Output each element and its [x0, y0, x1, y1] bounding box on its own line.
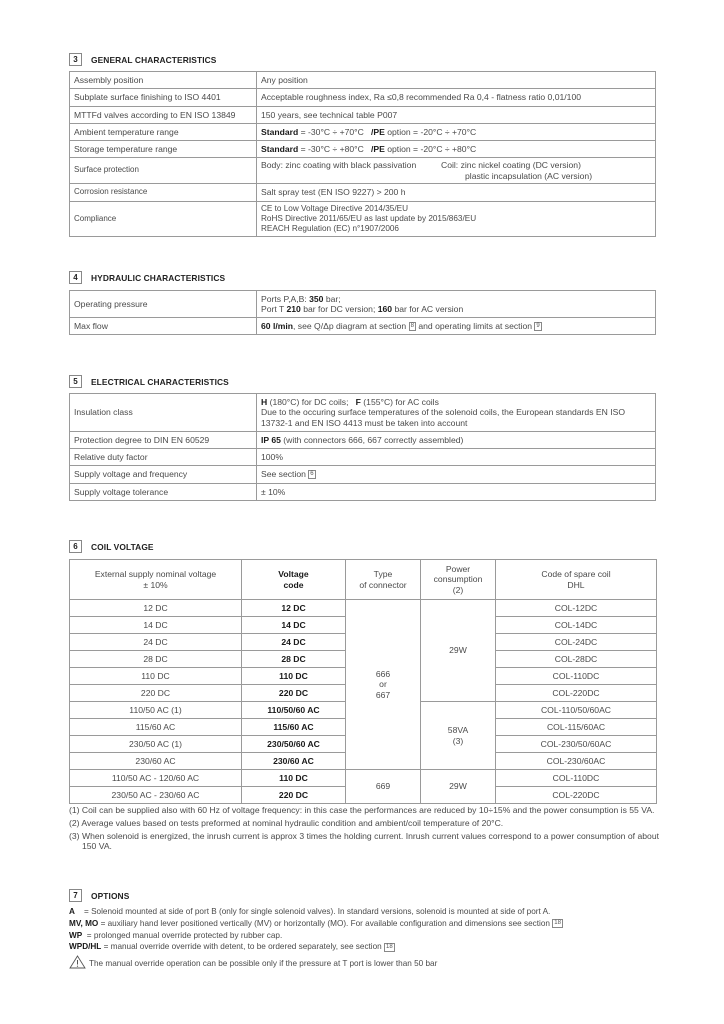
value-text: Port T	[261, 304, 287, 314]
row-value	[257, 291, 656, 318]
header-text: consumption	[433, 574, 483, 585]
table-row	[70, 484, 656, 501]
cell-connector-669: 669	[346, 770, 421, 804]
table-row	[70, 291, 656, 318]
table-row	[70, 394, 656, 432]
row-label: Subplate surface finishing to ISO 4401	[70, 89, 257, 107]
row-value: 100%	[257, 449, 656, 466]
value-text: bar for AC version	[392, 304, 464, 314]
header-text: Power	[445, 563, 471, 574]
general-characteristics-table	[69, 71, 656, 237]
column-header-external-voltage	[70, 560, 242, 600]
options-list	[69, 906, 669, 973]
bold-term: Standard	[261, 126, 299, 137]
row-value: Salt spray test (EN ISO 9227) > 200 h	[257, 184, 656, 202]
row-value: Any position	[257, 72, 656, 89]
value-text: CE to Low Voltage Directive 2014/35/EU	[261, 204, 409, 213]
table-row	[70, 89, 656, 107]
cell-voltage-code: 230/50/60 AC	[242, 736, 346, 753]
table-row	[70, 158, 656, 184]
coil-voltage-table	[69, 559, 657, 804]
cell-voltage-code: 28 DC	[242, 651, 346, 668]
row-value	[257, 202, 656, 237]
section-title: GENERAL CHARACTERISTICS	[91, 54, 217, 65]
row-label: Storage temperature range	[70, 141, 257, 158]
value-text: Ports P,A,B:	[261, 293, 310, 304]
section-heading-hydraulic	[69, 271, 225, 284]
option-key: A	[69, 907, 75, 916]
section-ref-link[interactable]: 6	[310, 471, 314, 478]
section-title: ELECTRICAL CHARACTERISTICS	[91, 376, 229, 387]
cell-power-669: 29W	[421, 770, 496, 804]
value-text: Body: zinc coating with black passivation	[261, 160, 417, 170]
value-text: option = -20°C ÷ +70°C	[384, 126, 477, 137]
bold-term: 210	[286, 304, 301, 314]
bold-term: 60 l/min	[261, 320, 293, 331]
coil-voltage-notes	[69, 805, 659, 854]
bold-term: 160	[377, 304, 393, 314]
row-label: Operating pressure	[70, 291, 257, 318]
value-text: and operating limits at section	[415, 320, 535, 331]
cell-external-voltage: 12 DC	[70, 600, 242, 617]
table-row	[70, 449, 656, 466]
header-text: ± 10%	[143, 579, 168, 590]
header-text: Code of spare coil	[541, 569, 611, 579]
warning-text: The manual override operation can be possible only if the pressure at T port is lower than 50 bar	[89, 959, 438, 969]
cell-text: 58VA	[447, 725, 469, 735]
cell-text: 667	[375, 689, 391, 700]
cell-voltage-code: 14 DC	[242, 617, 346, 634]
row-label: Compliance	[70, 202, 257, 237]
value-text: (180°C) for DC coils;	[267, 396, 349, 407]
table-row	[70, 318, 656, 335]
bold-term: /PE	[371, 126, 385, 137]
row-value: Acceptable roughness index, Ra ≤0,8 recommended Ra 0,4 - flatness ratio 0,01/100	[257, 89, 656, 107]
row-value	[257, 466, 656, 484]
cell-external-voltage: 230/50 AC (1)	[70, 736, 242, 753]
column-header-spare-coil	[496, 560, 657, 600]
bold-term: IP 65	[261, 434, 281, 445]
value-text: Coil: zinc nickel coating (DC version)	[441, 160, 581, 170]
hydraulic-characteristics-table	[69, 290, 656, 335]
cell-external-voltage: 220 DC	[70, 685, 242, 702]
row-label: Surface protection	[70, 158, 257, 184]
row-label: Assembly position	[70, 72, 257, 89]
row-value	[257, 124, 656, 141]
header-text: code	[283, 579, 304, 590]
footnote: (1) Coil can be supplied also with 60 Hz of voltage frequency: in this case the performances are reduced by 10÷15% and the power consumption is 55 VA.	[69, 805, 655, 815]
table-row	[70, 141, 656, 158]
bold-term: F	[355, 396, 361, 407]
value-text: = -30°C ÷ +70°C	[298, 126, 364, 137]
option-key: MV, MO	[69, 918, 99, 928]
option-item	[69, 941, 669, 953]
column-header-power	[421, 560, 496, 600]
value-text: RoHS Directive 2011/65/EU as last update by 2015/863/EU	[261, 214, 477, 223]
cell-voltage-code: 220 DC	[242, 787, 346, 804]
option-item	[69, 918, 669, 930]
table-row	[70, 184, 656, 202]
row-label: Supply voltage tolerance	[70, 484, 257, 501]
section-number: 4	[69, 271, 82, 284]
option-text: = manual override override with detent, to be ordered separately, see section	[103, 942, 385, 952]
row-label: Protection degree to DIN EN 60529	[70, 432, 257, 449]
header-text: Voltage	[278, 569, 309, 579]
value-text: option = -20°C ÷ +80°C	[384, 143, 477, 154]
bold-term: /PE	[371, 143, 385, 154]
cell-text: 666	[375, 668, 391, 679]
value-text: Due to the occuring surface temperatures of the solenoid coils, the European standards EN ISO 13732-1 and EN ISO 4413 must be taken into account	[261, 407, 626, 428]
row-value	[257, 141, 656, 158]
value-text: = -30°C ÷ +80°C	[298, 143, 364, 154]
cell-spare-coil: COL-110DC	[496, 668, 657, 685]
section-number: 3	[69, 53, 82, 66]
cell-external-voltage: 24 DC	[70, 634, 242, 651]
table-row	[70, 466, 656, 484]
option-text: = auxiliary hand lever positioned vertically (MV) or horizontally (MO). For available configuration and dimensions see section	[100, 918, 553, 928]
value-text: bar for DC version;	[300, 304, 378, 314]
cell-external-voltage: 115/60 AC	[70, 719, 242, 736]
cell-voltage-code: 12 DC	[242, 600, 346, 617]
bold-term: Standard	[261, 143, 299, 154]
section-heading-electrical	[69, 375, 229, 388]
section-heading-coil-voltage	[69, 540, 154, 553]
row-label: Corrosion resistance	[70, 184, 257, 202]
row-label: Supply voltage and frequency	[70, 466, 257, 484]
table-row	[70, 124, 656, 141]
footnote: (3) When solenoid is energized, the inrush current is approx 3 times the holding current. Inrush current values correspond to a power consumption of about 150 VA.	[69, 830, 659, 852]
value-text: (155°C) for AC coils	[360, 396, 439, 407]
cell-power-dc: 29W	[421, 600, 496, 702]
column-header-connector	[346, 560, 421, 600]
header-text: (2)	[452, 584, 464, 595]
cell-external-voltage: 110/50 AC (1)	[70, 702, 242, 719]
cell-spare-coil: COL-14DC	[496, 617, 657, 634]
option-text: = prolonged manual override protected by rubber cap.	[86, 930, 283, 940]
cell-spare-coil: COL-230/60AC	[496, 753, 657, 770]
cell-spare-coil: COL-220DC	[496, 685, 657, 702]
cell-spare-coil: COL-110/50/60AC	[496, 702, 657, 719]
table-row	[70, 770, 657, 787]
cell-text: (3)	[452, 735, 464, 746]
section-number: 6	[69, 540, 82, 553]
cell-connector-666-667	[346, 600, 421, 770]
cell-power-ac	[421, 702, 496, 770]
row-label: MTTFd valves according to EN ISO 13849	[70, 107, 257, 124]
value-text: (with connectors 666, 667 correctly assembled)	[280, 434, 464, 445]
table-row	[70, 202, 656, 237]
value-text: See section	[261, 469, 309, 480]
section-ref-link[interactable]: 9	[536, 322, 540, 329]
value-text: bar;	[323, 293, 341, 304]
row-label: Ambient temperature range	[70, 124, 257, 141]
section-ref-link[interactable]: 18	[386, 943, 393, 950]
section-heading-general	[69, 53, 216, 66]
cell-external-voltage: 110/50 AC - 120/60 AC	[70, 770, 242, 787]
cell-external-voltage: 230/60 AC	[70, 753, 242, 770]
footnote: (2) Average values based on tests preformed at nominal hydraulic condition and ambient/coil temperature of 20°C.	[69, 817, 504, 828]
cell-external-voltage: 110 DC	[70, 668, 242, 685]
value-text: , see Q/Δp diagram at section	[293, 320, 409, 331]
bold-term: 350	[309, 293, 324, 304]
warning-note	[69, 955, 669, 973]
cell-spare-coil: COL-110DC	[496, 770, 657, 787]
option-item	[69, 930, 669, 942]
cell-spare-coil: COL-12DC	[496, 600, 657, 617]
cell-spare-coil: COL-24DC	[496, 634, 657, 651]
table-header-row	[70, 560, 657, 600]
value-text: plastic incapsulation (AC version)	[465, 170, 593, 181]
value-text: REACH Regulation (EC) n°1907/2006	[261, 224, 399, 233]
section-title: COIL VOLTAGE	[91, 541, 154, 552]
row-value	[257, 158, 656, 184]
cell-external-voltage: 14 DC	[70, 617, 242, 634]
electrical-characteristics-table	[69, 393, 656, 501]
header-text: External supply nominal voltage	[94, 569, 217, 579]
option-item	[69, 906, 669, 918]
table-row	[70, 107, 656, 124]
cell-voltage-code: 220 DC	[242, 685, 346, 702]
cell-spare-coil: COL-220DC	[496, 787, 657, 804]
row-value	[257, 318, 656, 335]
cell-external-voltage: 28 DC	[70, 651, 242, 668]
cell-voltage-code: 110/50/60 AC	[242, 702, 346, 719]
cell-spare-coil: COL-230/50/60AC	[496, 736, 657, 753]
header-text: Type	[373, 569, 393, 579]
section-title: OPTIONS	[91, 890, 130, 901]
cell-text: or	[379, 679, 387, 690]
row-label: Insulation class	[70, 394, 257, 432]
section-number: 5	[69, 375, 82, 388]
cell-voltage-code: 115/60 AC	[242, 719, 346, 736]
row-label: Relative duty factor	[70, 449, 257, 466]
header-text: DHL	[567, 579, 585, 590]
option-text: = Solenoid mounted at side of port B (only for single solenoid valves). In standard versions, solenoid is mounted at side of port A.	[84, 907, 551, 916]
cell-voltage-code: 24 DC	[242, 634, 346, 651]
section-number: 7	[69, 889, 82, 902]
row-label: Max flow	[70, 318, 257, 335]
row-value: 150 years, see technical table P007	[257, 107, 656, 124]
cell-voltage-code: 110 DC	[242, 770, 346, 787]
cell-external-voltage: 230/50 AC - 230/60 AC	[70, 787, 242, 804]
bold-term: H	[261, 396, 268, 407]
column-header-voltage-code	[242, 560, 346, 600]
section-ref-link[interactable]: 18	[554, 920, 561, 927]
table-row	[70, 72, 656, 89]
option-key: WP	[69, 930, 83, 940]
cell-voltage-code: 230/60 AC	[242, 753, 346, 770]
cell-spare-coil: COL-28DC	[496, 651, 657, 668]
row-value	[257, 432, 656, 449]
table-row	[70, 432, 656, 449]
warning-triangle-icon	[69, 955, 89, 973]
section-heading-options	[69, 889, 129, 902]
cell-spare-coil: COL-115/60AC	[496, 719, 657, 736]
row-value	[257, 394, 656, 432]
header-text: of connector	[359, 579, 407, 590]
row-value: ± 10%	[257, 484, 656, 501]
section-ref-link[interactable]: 8	[410, 322, 414, 329]
table-row	[70, 600, 657, 617]
option-key: WPD/HL	[69, 942, 102, 952]
section-title: HYDRAULIC CHARACTERISTICS	[91, 272, 226, 283]
cell-voltage-code: 110 DC	[242, 668, 346, 685]
